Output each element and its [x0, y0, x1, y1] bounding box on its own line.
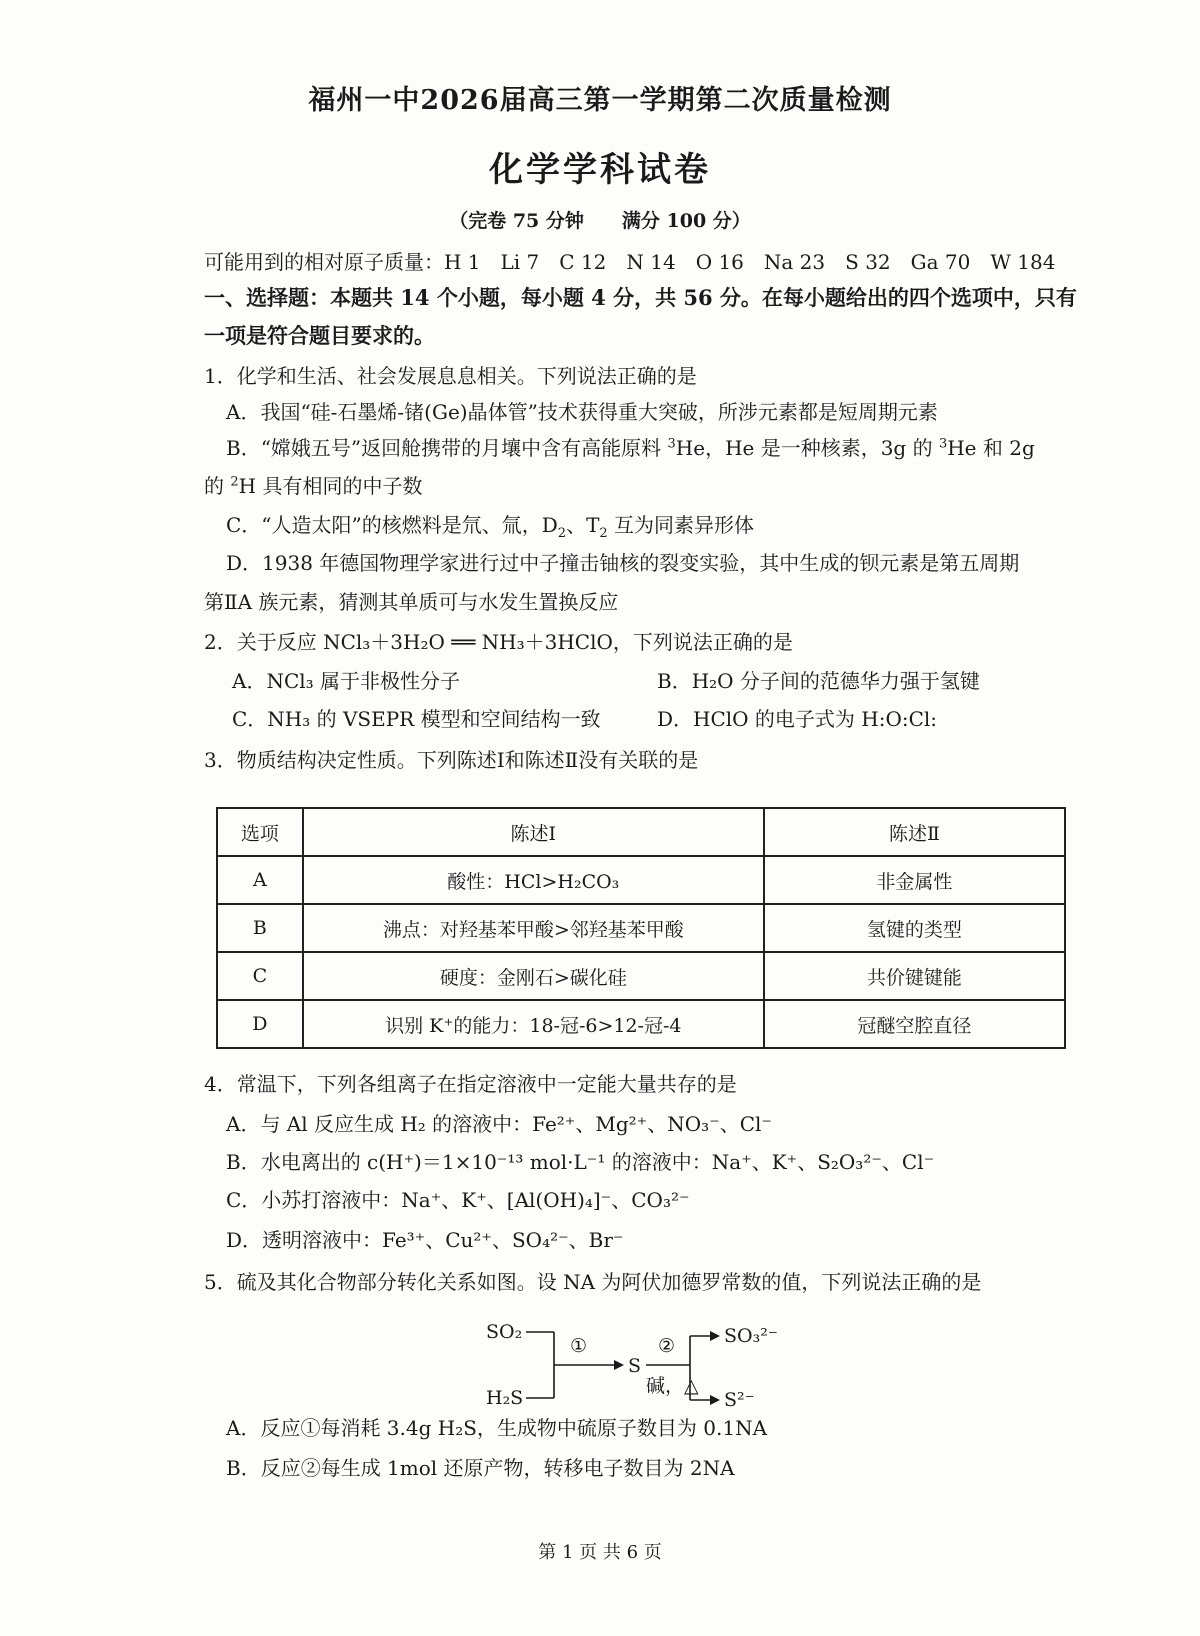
scheme-step1: ①	[570, 1335, 588, 1357]
table-cell: 氢键的类型	[764, 904, 1065, 952]
table-cell: 硬度：金刚石>碳化硅	[303, 952, 764, 1000]
table-cell: C	[217, 952, 303, 1000]
q5-option-a: A．反应①每消耗 3.4g H₂S，生成物中硫原子数目为 0.1NA	[226, 1416, 768, 1440]
scheme-s2: S²⁻	[724, 1389, 755, 1411]
q4-stem: 4．常温下，下列各组离子在指定溶液中一定能大量共存的是	[204, 1072, 737, 1096]
q4-option-d: D．透明溶液中：Fe³⁺、Cu²⁺、SO₄²⁻、Br⁻	[226, 1228, 624, 1252]
table-cell: 沸点：对羟基苯甲酸>邻羟基苯甲酸	[303, 904, 764, 952]
q2-option-a: A．NCl₃ 属于非极性分子	[232, 669, 461, 693]
table-row	[217, 904, 1065, 952]
arrowhead-icon	[710, 1331, 720, 1341]
section1-instruction-line1: 一、选择题：本题共 14 个小题，每小题 4 分，共 56 分。在每小题给出的四个选项中，只有	[204, 285, 1077, 310]
q2-option-d: D．HClO 的电子式为 H:O:Cl:	[657, 707, 938, 731]
table-row	[217, 1000, 1065, 1048]
q4-option-a: A．与 Al 反应生成 H₂ 的溶液中：Fe²⁺、Mg²⁺、NO₃⁻、Cl⁻	[226, 1112, 772, 1136]
table-cell: D	[217, 1000, 303, 1048]
scheme-condition: 碱，△	[646, 1375, 699, 1397]
table-cell: 共价键键能	[764, 952, 1065, 1000]
scheme-so3: SO₃²⁻	[724, 1325, 778, 1347]
table-row	[217, 856, 1065, 904]
q1-option-d-line2: 第ⅡA 族元素，猜测其单质可与水发生置换反应	[204, 590, 619, 614]
school-exam-title: 福州一中2026届高三第一学期第二次质量检测	[308, 85, 892, 116]
arrowhead-icon	[614, 1360, 624, 1370]
q4-option-b: B．水电离出的 c(H⁺)＝1×10⁻¹³ mol·L⁻¹ 的溶液中：Na⁺、K⁺、S₂O₃²⁻、Cl⁻	[226, 1150, 935, 1174]
subject-title: 化学学科试卷	[489, 150, 711, 190]
scheme-s: S	[628, 1355, 642, 1377]
scheme-h2s: H₂S	[486, 1387, 524, 1409]
table-cell: 冠醚空腔直径	[764, 1000, 1065, 1048]
q3-table	[216, 807, 1066, 1049]
q1-option-c: C．“人造太阳”的核燃料是氘、氚，$D_2$、$T_2$ 互为同素异形体	[226, 513, 755, 541]
atomic-masses: 可能用到的相对原子质量：H 1 Li 7 C 12 N 14 O 16 Na 23 S 32 Ga 70 W 184	[204, 250, 1056, 274]
table-cell: 酸性：HCl>H₂CO₃	[303, 856, 764, 904]
table-row	[217, 952, 1065, 1000]
q2-option-b: B．H₂O 分子间的范德华力强于氢键	[657, 669, 980, 693]
q3-stem: 3．物质结构决定性质。下列陈述Ⅰ和陈述Ⅱ没有关联的是	[204, 748, 699, 772]
table-header-row	[217, 808, 1065, 856]
sulfur-conversion-scheme	[486, 1316, 826, 1416]
q1-stem: 1．化学和生活、社会发展息息相关。下列说法正确的是	[204, 364, 697, 388]
section1-instruction-line2: 一项是符合题目要求的。	[204, 323, 435, 348]
table-cell: 识别 K⁺的能力：18-冠-6>12-冠-4	[303, 1000, 764, 1048]
q4-option-c: C．小苏打溶液中：Na⁺、K⁺、[Al(OH)₄]⁻、CO₃²⁻	[226, 1188, 690, 1212]
q2-stem: 2．关于反应 NCl₃＋3H₂O ══ NH₃＋3HClO，下列说法正确的是	[204, 630, 793, 654]
table-header-cell: 选项	[217, 808, 303, 856]
q1-option-b-line1: B．“嫦娥五号”返回舱携带的月壤中含有高能原料 $^3$He，He 是一种核素，3g 的 $^3$He 和 2g	[226, 436, 1035, 460]
q1-option-a: A．我国“硅-石墨烯-锗(Ge)晶体管”技术获得重大突破，所涉元素都是短周期元素	[226, 400, 938, 424]
table-header-cell: 陈述Ⅱ	[764, 808, 1065, 856]
table-cell: A	[217, 856, 303, 904]
page-number: 第 1 页 共 6 页	[538, 1542, 662, 1563]
q5-option-b: B．反应②每生成 1mol 还原产物，转移电子数目为 2NA	[226, 1456, 735, 1480]
q1-option-b-line2: 的 $^2$H 具有相同的中子数	[204, 474, 423, 498]
scheme-so2: SO₂	[486, 1321, 523, 1343]
table-cell: 非金属性	[764, 856, 1065, 904]
scheme-step2: ②	[658, 1335, 676, 1357]
table-header-cell: 陈述Ⅰ	[303, 808, 764, 856]
arrowhead-icon	[710, 1395, 720, 1405]
q5-stem: 5．硫及其化合物部分转化关系如图。设 NA 为阿伏加德罗常数的值，下列说法正确的是	[204, 1270, 982, 1294]
time-score-note: （完卷 75 分钟 满分 100 分）	[449, 210, 751, 232]
q2-option-c: C．NH₃ 的 VSEPR 模型和空间结构一致	[232, 707, 601, 731]
table-cell: B	[217, 904, 303, 952]
q1-option-d-line1: D．1938 年德国物理学家进行过中子撞击铀核的裂变实验，其中生成的钡元素是第五周期	[226, 551, 1020, 575]
